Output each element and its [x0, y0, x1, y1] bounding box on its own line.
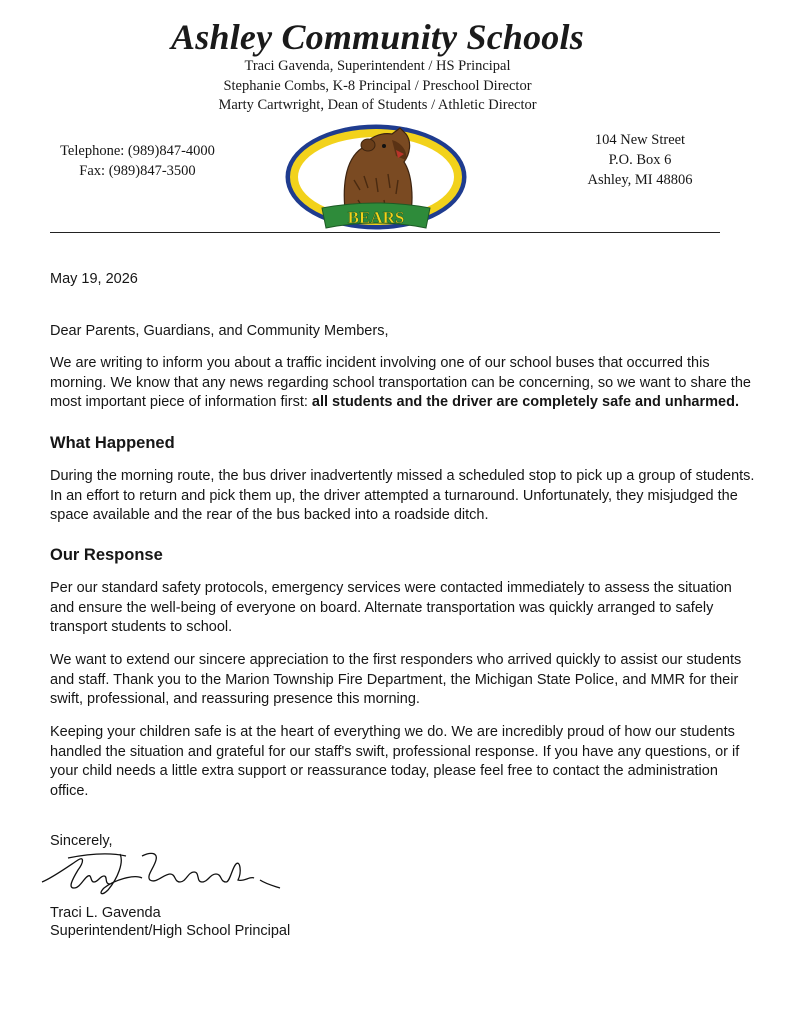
response-paragraph-3: Keeping your children safe is at the heart of everything we do. We are incredibly proud of how our students handled the situation and grateful for our staff's swift, professional response. If you have any questions, or if your child needs a little extra support or reassurance today, please feel free to contact the administration office. — [50, 724, 740, 799]
heading-what-happened: What Happened — [50, 434, 175, 452]
intro-bold-text: all students and the driver are completely safe and unharmed. — [311, 394, 739, 410]
intro-text: We are writing to inform you about a traffic incident involving one of our school buses that occurred this morning. We know that any news regarding school transportation can be concerning, so we want to share the most important piece of information first: — [50, 355, 751, 410]
signer-name: Traci L. Gavenda — [50, 905, 161, 921]
what-happened-paragraph: During the morning route, the bus driver inadvertently missed a scheduled stop to pick up a group of students. In an effort to return and pick them up, the driver attempted a turnaround. Unfortunately, they misjudged the space available and the rear of the bus backed into a roadside ditch. — [50, 468, 755, 523]
header-divider — [50, 232, 720, 233]
closing: Sincerely, — [50, 833, 113, 849]
logo-banner-text: BEARS — [347, 208, 405, 227]
bears-logo — [284, 120, 470, 235]
fax: Fax: (989)847-3500 — [79, 163, 196, 179]
address-city: Ashley, MI 48806 — [587, 172, 693, 188]
school-name: Ashley Community Schools — [171, 17, 584, 57]
address-po-box: P.O. Box 6 — [608, 152, 672, 168]
intro-paragraph — [50, 354, 755, 413]
contact-phone-fax — [50, 141, 225, 181]
letter-date: May 19, 2026 — [50, 271, 138, 287]
staff-line-k8-principal: Stephanie Combs, K-8 Principal / Preschool Director — [223, 78, 532, 94]
salutation: Dear Parents, Guardians, and Community Members, — [50, 323, 389, 339]
telephone: Telephone: (989)847-4000 — [60, 143, 215, 159]
mailing-address — [570, 130, 710, 190]
response-paragraph-2: We want to extend our sincere appreciation to the first responders who arrived quickly to assist our students and staff. Thank you to the Marion Township Fire Department, the Michigan State Police, and MMR for their swift, professional, and reassuring presence this morning. — [50, 652, 742, 707]
response-paragraph-1: Per our standard safety protocols, emergency services were contacted immediately to assess the situation and ensure the well-being of everyone on board. Alternate transportation was quickly arranged to safely transport students to school. — [50, 580, 732, 635]
staff-line-superintendent: Traci Gavenda, Superintendent / HS Principal — [244, 58, 511, 74]
staff-line-dean: Marty Cartwright, Dean of Students / Athletic Director — [218, 97, 537, 113]
signer-title: Superintendent/High School Principal — [50, 923, 291, 939]
address-street: 104 New Street — [594, 132, 686, 148]
handwritten-signature — [38, 838, 283, 900]
heading-our-response: Our Response — [50, 546, 163, 564]
